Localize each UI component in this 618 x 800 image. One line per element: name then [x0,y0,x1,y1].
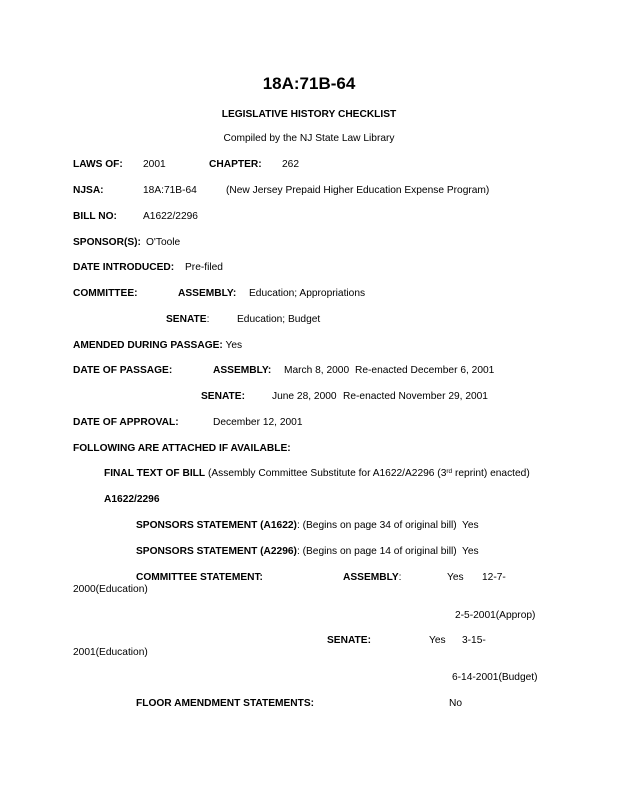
committee-senate-label: SENATE [166,314,207,325]
sponsors-statement-a2296-label: SPONSORS STATEMENT (A2296) [136,546,297,557]
committee-statement-senate-value: Yes [429,635,446,646]
committee-statement-assembly-value: Yes [447,572,464,583]
sponsors-statement-a1622-desc: : (Begins on page 34 of original bill) [296,520,457,531]
page-subtitle: LEGISLATIVE HISTORY CHECKLIST [221,109,397,120]
final-text-label: FINAL TEXT OF BILL [104,468,206,479]
committee-statement-assembly [343,573,402,583]
laws-of-label: LAWS OF: [73,159,123,170]
bill-no-value: A1622/2296 [143,211,198,222]
committee-assembly-value: Education; Appropriations [249,288,366,299]
committee-label: COMMITTEE: [73,288,138,299]
floor-amendment-value: No [449,698,463,709]
date-of-approval-label: DATE OF APPROVAL: [73,417,179,428]
committee-statement-senate-date1-b: 2001(Education) [73,647,148,658]
chapter-value: 262 [282,159,299,170]
bill-no-label: BILL NO: [73,211,117,222]
committee-statement-senate-label: SENATE: [327,635,371,646]
amended-row [73,341,242,351]
final-text-desc-after: reprint) enacted) [452,468,530,479]
passage-senate-label: SENATE: [201,391,245,402]
committee-statement-senate-date1-a: 3-15- [462,635,486,646]
page-title: 18A:71B-64 [262,74,356,93]
chapter-label: CHAPTER: [209,159,262,170]
sponsors-statement-a2296 [136,547,457,557]
amended-label: AMENDED DURING PASSAGE: [73,340,223,351]
date-introduced-label: DATE INTRODUCED: [73,262,175,273]
passage-assembly-label: ASSEMBLY: [213,365,272,376]
committee-senate-colon: : [206,314,210,325]
committee-statement-assembly-date2: 2-5-2001(Approp) [455,610,536,621]
final-text-desc-sup: rd [446,468,453,475]
passage-assembly-date: March 8, 2000 [284,365,350,376]
passage-assembly-reenacted: Re-enacted December 6, 2001 [355,365,495,376]
njsa-description: (New Jersey Prepaid Higher Education Expense Program) [226,185,490,196]
date-introduced-value: Pre-filed [185,262,223,273]
committee-assembly-label: ASSEMBLY: [178,288,237,299]
committee-statement-label: COMMITTEE STATEMENT: [136,572,263,583]
committee-senate [166,315,209,325]
committee-statement-assembly-date1-b: 2000(Education) [73,584,148,595]
sponsors-statement-a2296-value: Yes [462,546,479,557]
bill-reference: A1622/2296 [104,494,160,505]
njsa-label: NJSA: [73,185,104,196]
final-text-row [104,469,530,479]
date-of-passage-label: DATE OF PASSAGE: [73,365,173,376]
sponsors-statement-a1622 [136,521,457,531]
compiled-by: Compiled by the NJ State Law Library [223,133,395,144]
sponsors-label: SPONSOR(S): [73,237,141,248]
sponsors-statement-a1622-label: SPONSORS STATEMENT (A1622) [136,520,297,531]
attached-heading: FOLLOWING ARE ATTACHED IF AVAILABLE: [73,443,291,454]
committee-senate-value: Education; Budget [237,314,321,325]
sponsors-statement-a1622-value: Yes [462,520,479,531]
committee-statement-senate-date2: 6-14-2001(Budget) [452,672,538,683]
committee-statement-assembly-date1-a: 12-7- [482,572,506,583]
sponsors-value: O'Toole [146,237,181,248]
sponsors-statement-a2296-desc: : (Begins on page 14 of original bill) [296,546,457,557]
laws-of-value: 2001 [143,159,166,170]
floor-amendment-label: FLOOR AMENDMENT STATEMENTS: [136,698,315,709]
final-text-desc-before: (Assembly Committee Substitute for A1622/A2296 (3 [207,468,447,479]
passage-senate-reenacted: Re-enacted November 29, 2001 [343,391,488,402]
passage-senate-date: June 28, 2000 [272,391,337,402]
committee-statement-assembly-label: ASSEMBLY [343,572,399,583]
date-of-approval-value: December 12, 2001 [213,417,303,428]
amended-value: Yes [225,340,243,351]
committee-statement-assembly-colon: : [398,572,402,583]
njsa-value: 18A:71B-64 [143,185,197,196]
